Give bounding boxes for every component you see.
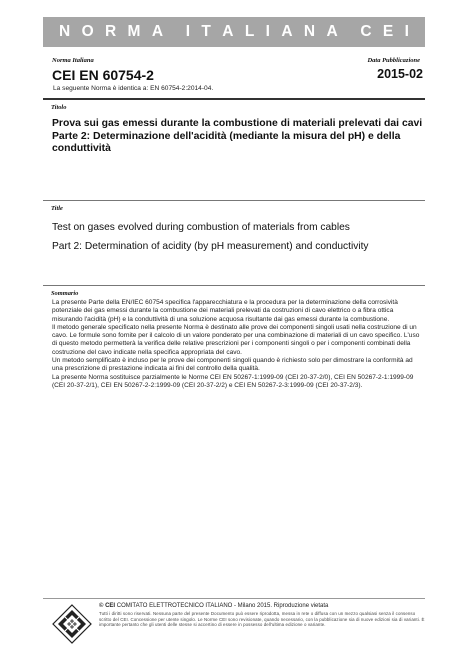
publication-date-label: Data Pubblicazione <box>367 57 420 64</box>
english-title <box>52 218 424 256</box>
banner-letter: I <box>265 23 270 40</box>
banner-letter: R <box>104 23 117 40</box>
divider <box>43 98 425 100</box>
identical-note: La seguente Norma è identica a: EN 60754-2:2014-04. <box>53 85 214 92</box>
banner-letter: A <box>222 23 234 40</box>
cei-logo-icon <box>52 604 92 644</box>
banner-letter: C <box>360 23 372 40</box>
footer-divider <box>43 598 425 599</box>
banner-letter: A <box>326 23 338 40</box>
italian-title <box>52 118 424 156</box>
english-title-line2: Part 2: Determination of acidity (by pH measurement) and conductivity <box>52 241 369 252</box>
copyright-org: COMITATO ELETTROTECNICO ITALIANO - Milano 2015. Riproduzione vietata <box>115 603 329 609</box>
titolo-label: Titolo <box>51 104 67 111</box>
banner-letter: M <box>127 23 141 40</box>
footer-notice: Tutti i diritti sono riservati. Nessuna parte del presente Documento può essere riprodotta, messa in rete o diffusa con un mezzo qualsiasi senza il consenso scritto del CEI. Concessione per utente singolo. Le Norme CEI sono revisionate, quando necessario, con la pubblicazione sia di nuove edizioni sia di varianti. È importante pertanto che gli utenti delle stesse si accertino di essere in possesso dell'ultima edizione o variante. <box>99 611 425 627</box>
summary-paragraph: Un metodo semplificato è incluso per le prove dei componenti singoli quando è richiesto solo per dimostrare la conformità ad una prescrizione di prestazione indicata ai fini del controllo della qualità. <box>52 357 413 373</box>
sommario-label: Sommario <box>51 290 79 297</box>
english-title-line1: Test on gases evolved during combustion of materials from cables <box>52 222 350 233</box>
summary-paragraph: Il metodo generale specificato nella presente Norma è destinato alle prove dei componenti singoli usati nella costruzione di un cavo. Le formule sono fornite per il calcolo di un valore ponderato per una combinazione di materiali di un cavo specifico. L'uso di questo metodo permetterà la verifica delle relative prescrizioni per i componenti singoli o per i componenti combinati della costruzione del cavo indicate nella specifica appropriata del cavo. <box>52 323 420 356</box>
banner-letter: E <box>382 23 394 40</box>
norma-label: Norma Italiana <box>52 57 94 64</box>
banner-letter: I <box>185 23 191 40</box>
title-label: Title <box>51 205 63 212</box>
banner-letter: O <box>81 23 94 40</box>
italian-title-line1: Prova sui gas emessi durante la combustione di materiali prelevati dai cavi <box>52 118 423 129</box>
banner-letter: T <box>201 23 211 40</box>
divider <box>43 285 425 286</box>
standard-code: CEI EN 60754-2 <box>52 67 154 83</box>
banner-letter: N <box>59 23 71 40</box>
banner-letter: A <box>281 23 293 40</box>
publication-date: 2015-02 <box>377 67 423 81</box>
divider <box>43 200 425 201</box>
banner-letter: I <box>404 23 409 40</box>
banner-letter: N <box>303 23 316 40</box>
summary-paragraph: La presente Parte della EN/IEC 60754 specifica l'apparecchiatura e la procedura per la determinazione della corrosività potenziale dei gas emessi durante la combustione dei materiali prelevati da costruzioni di cavo elettrico o a fibra ottica misurando l'acidità (pH) e la conduttività di una soluzione acquosa risultante dai gas emessi durante la combustione. <box>52 299 398 323</box>
summary-paragraph: La presente Norma sostituisce parzialmente le Norme CEI EN 50267-1:1999-09 (CEI 20-37-2/0), CEI EN 50267-2-1:1999-09 (CEI 20-37-2/1), CEI EN 50267-2-2:1999-09 (CEI 20-37-2/2) e CEI EN 50267-2-3:1999-09 (CEI 20-37-2/3). <box>52 373 414 389</box>
footer-copyright <box>99 603 328 609</box>
banner-letter: A <box>151 23 164 40</box>
summary-text <box>52 299 424 390</box>
norma-italiana-cei-banner <box>43 17 425 47</box>
copyright-cei: © CEI <box>99 603 116 609</box>
italian-title-line2: Parte 2: Determinazione dell'acidità (mediante la misura del pH) e della conduttività <box>52 130 401 154</box>
banner-letter: L <box>244 23 255 40</box>
